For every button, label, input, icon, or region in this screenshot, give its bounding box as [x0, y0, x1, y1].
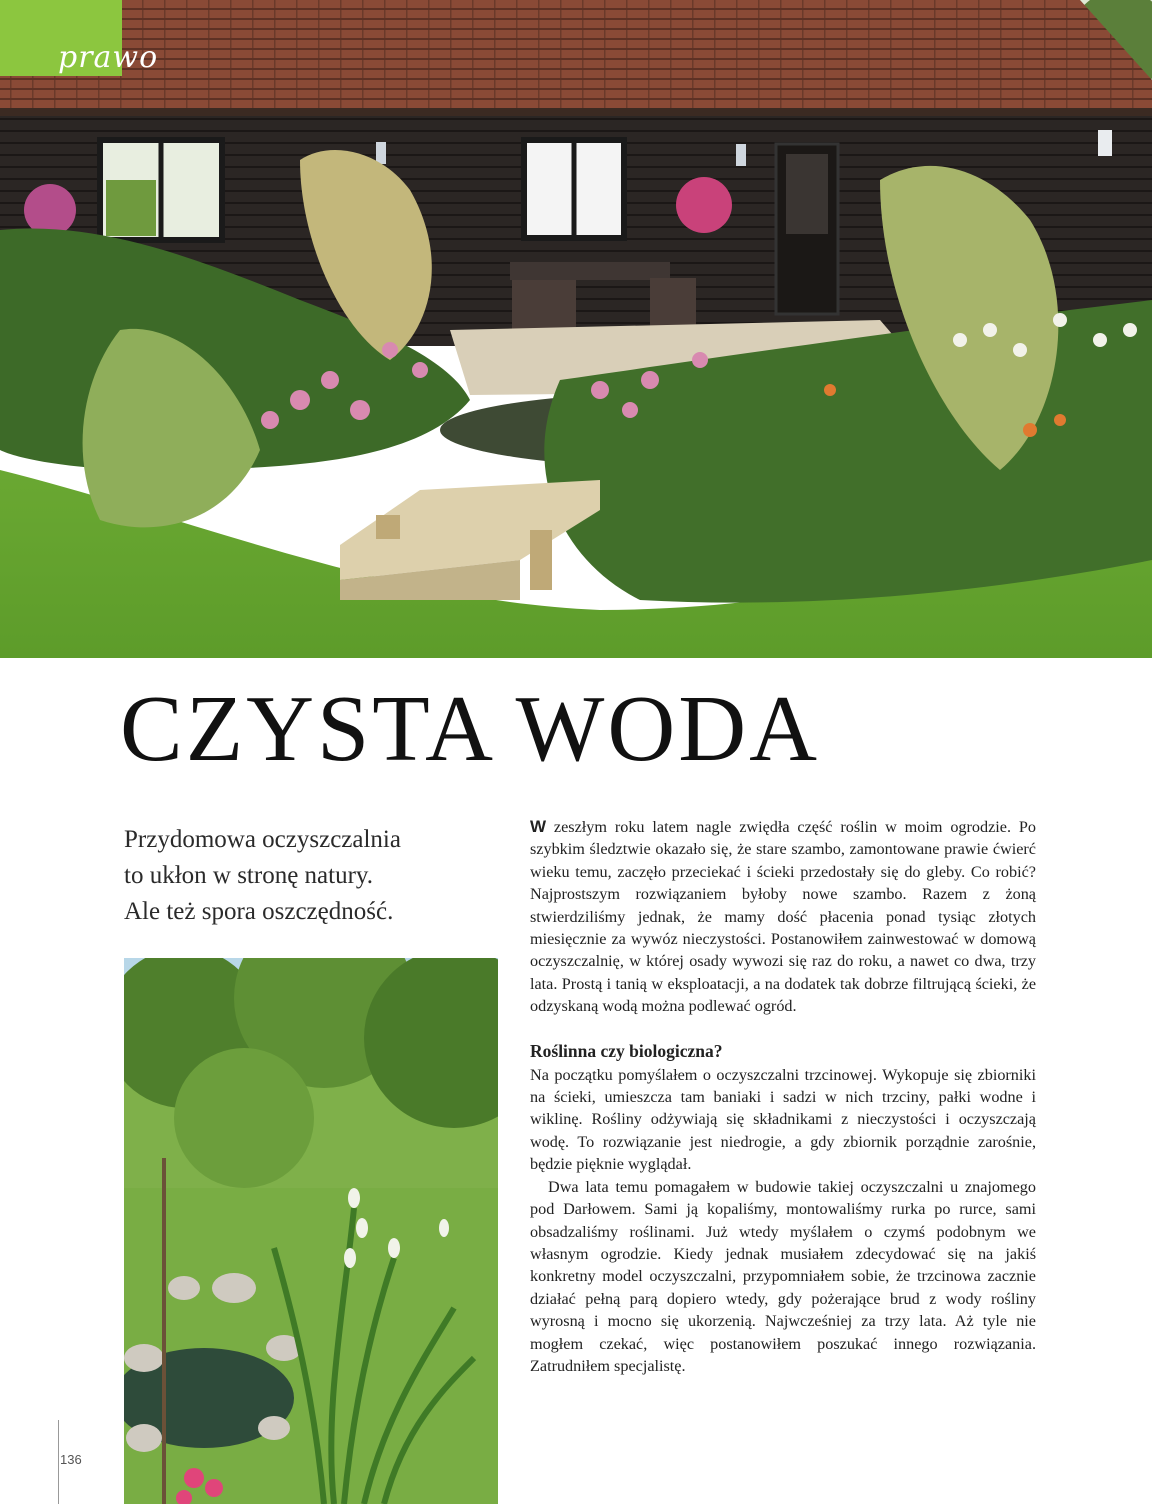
page-number: 136 [60, 1452, 82, 1467]
lead-line: to ukłon w stronę natury. [124, 862, 374, 889]
hero-photo [0, 0, 1152, 658]
paragraph: Na początku pomyślałem o oczyszczalni trzcinowej. Wykopuje się zbiorniki na ścieki, umieszcza tam baniaki i sadzi w nich trzciny, pałki wodne i wiklinę. Rośliny odżywiają się składnikami z nieczystości i oczyszczają wodę. To rozwiązanie jest niedrogie, a gdy zbiornik porządnie zarośnie, będzie pięknie wyglądał. [530, 1065, 1036, 1174]
intro-paragraph [530, 816, 1036, 1018]
garden-pond-illustration [124, 958, 498, 1504]
article-body [530, 816, 1036, 1377]
drop-cap: W [530, 817, 547, 836]
section-label: prawo [58, 40, 159, 75]
article-title: CZYSTA WODA [120, 677, 821, 781]
paragraph: Dwa lata temu pomagałem w budowie takiej oczyszczalni u znajomego pod Darłowem. Sami ją kopaliśmy, montowaliśmy rurka po rurce, sami obsadzaliśmy roślinami. Już wtedy myślałem o czymś podobnym we własnym ogrodzie. Kiedy jednak musiałem zdecydować się na jakiś konkretny model oczyszczalni, przypomniałem sobie, że trzcinowa zacznie działać pełną parą dopiero wtedy, gdy pożerające brud z wody rośliny wyrosną i mocno się ukorzenią. Najwcześniej za trzy lata. Aż tyle nie mogłem czekać, więc postanowiłem poszukać innego rozwiązania. Zatrudniłem specjalistę. [530, 1177, 1036, 1375]
intro-text: zeszłym roku latem nagle zwiędła część roślin w moim ogrodzie. Po szybkim śledztwie okazało się, że stare szambo, zamontowane prawie ćwierć wieku temu, zaczęło przeciekać i ścieki przedostały się do gleby. Co robić? Najprostszym rozwiązaniem byłoby nowe szambo. Razem z żoną stwierdziliśmy jednak, że mamy dość płacenia ponad tysiąc złotych miesięcznie za wywóz nieczystości. Postanowiłem zainwestować w domową oczyszczalnię, w której osady wywozi się raz do roku, a nawet co dwa, trzy lata. Prostą i tanią w eksploatacji, a na dodatek tak dobrze filtrującą ścieki, że odzyskaną wodą można podlewać ogród. [530, 818, 1036, 1016]
section-tab [0, 0, 159, 76]
folio-rule [58, 1420, 59, 1504]
subheading: Roślinna czy biologiczna? [530, 1040, 723, 1061]
article-lead [124, 822, 464, 930]
lead-line: Przydomowa oczyszczalnia [124, 826, 401, 853]
lead-line: Ale też spora oszczędność. [124, 898, 394, 925]
garden-pond-photo [124, 958, 498, 1504]
house-garden-illustration [0, 0, 1152, 658]
